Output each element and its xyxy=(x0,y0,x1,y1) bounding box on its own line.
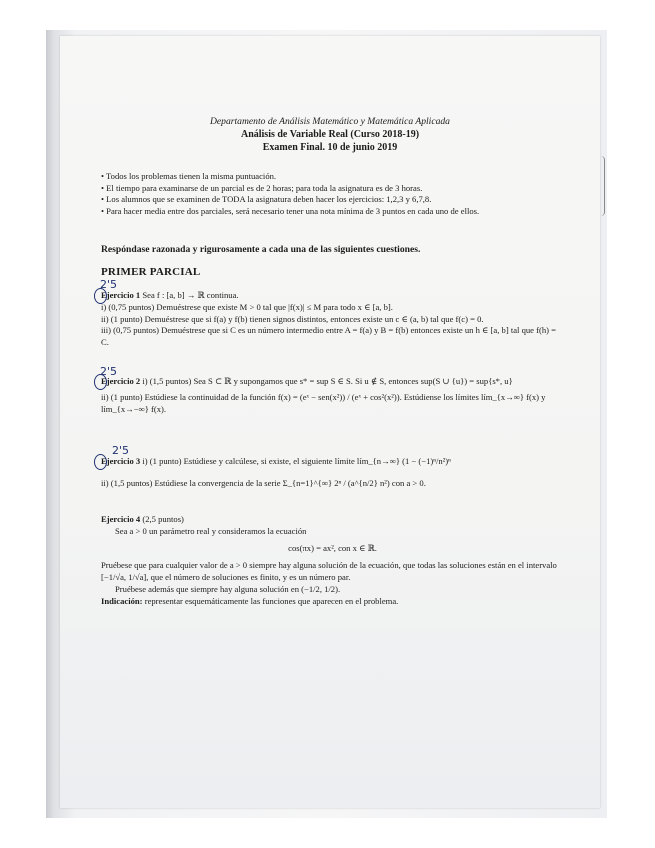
exam-sheet xyxy=(60,36,600,808)
paper-edge xyxy=(601,156,605,216)
exercise-2-ii: ii) (1 punto) Estúdiese la continuidad de la función f(x) = (eˣ − sen(x²)) / (eˣ + cos²(x²)). Estúdiense los límites lím_{x→∞} f(x) y lím_{x→−∞} f(x). xyxy=(101,391,546,414)
handwritten-circle-2 xyxy=(94,374,107,390)
handwritten-score-2: 2'5 xyxy=(100,365,118,378)
exercise-1-intro: Sea f : [a, b] → ℝ continua. xyxy=(142,290,239,300)
department-name: Departamento de Análisis Matemático y Matemática Aplicada xyxy=(210,116,450,127)
handwritten-circle-1 xyxy=(94,288,107,304)
rule-item: • Todos los problemas tienen la misma puntuación. xyxy=(101,171,564,183)
rules-list xyxy=(101,171,564,217)
exercise-3-title: Ejercicio 3 xyxy=(101,456,141,466)
exercise-4-intro: Sea a > 0 un parámetro real y consideramos la ecuación xyxy=(115,525,307,536)
exercise-2 xyxy=(101,376,564,415)
hint-text: representar esquemáticamente las funciones que aparecen en el problema. xyxy=(144,595,399,606)
rule-item: • Para hacer media entre dos parciales, será necesario tener una nota mínima de 3 puntos en cada uno de ellos. xyxy=(101,206,564,218)
handwritten-score-1: 2'5 xyxy=(100,278,118,291)
exercise-4-title: Ejercicio 4 xyxy=(101,514,141,524)
exercise-4-paragraph-2: Pruébese además que siempre hay alguna solución en (−1/2, 1/2). xyxy=(115,583,341,594)
exercise-2-title: Ejercicio 2 xyxy=(101,376,141,386)
hint-label: Indicación: xyxy=(101,595,143,606)
exercise-1-iii: iii) (0,75 puntos) Demuéstrese que si C es un número intermedio entre A = f(a) y B = f(b) entonces existe un h ∈ [a, b] tal que f(h) = C. xyxy=(101,325,557,348)
course-title: Análisis de Variable Real (Curso 2018-19) xyxy=(240,129,420,140)
exercise-1 xyxy=(101,290,564,349)
exam-title: Examen Final. 10 de junio 2019 xyxy=(262,142,398,153)
exercise-4 xyxy=(101,514,564,608)
handwritten-score-3: 2'5 xyxy=(112,444,130,457)
exercise-4-points: (2,5 puntos) xyxy=(142,514,184,524)
exercise-1-title: Ejercicio 1 xyxy=(101,290,141,300)
exercise-1-ii: ii) (1 punto) Demuéstrese que si f(a) y f(b) tienen signos distintos, entonces existe un c ∈ (a, b) tal que f(c) = 0. xyxy=(101,313,484,324)
exercise-3 xyxy=(101,456,564,490)
section-title: PRIMER PARCIAL xyxy=(101,266,201,278)
rule-item: • Los alumnos que se examinen de TODA la asignatura deben hacer los ejercicios: 1,2,3 y 6,7,8. xyxy=(101,194,564,206)
exercise-3-ii: ii) (1,5 puntos) Estúdiese la convergencia de la serie Σ_{n=1}^{∞} 2ⁿ / (a^{n/2} n²) con a > 0. xyxy=(101,477,426,488)
rule-item: • El tiempo para examinarse de un parcial es de 2 horas; para toda la asignatura es de 3 horas. xyxy=(101,183,564,195)
handwritten-circle-3 xyxy=(94,454,107,470)
exercise-4-equation: cos(πx) = ax², con x ∈ ℝ. xyxy=(288,542,377,553)
exercise-2-i: i) (1,5 puntos) Sea S ⊂ ℝ y supongamos que s* = sup S ∈ S. Si u ∉ S, entonces sup(S ∪ {u}) = sup{s*, u} xyxy=(142,376,513,386)
exercise-4-paragraph-1: Pruébese que para cualquier valor de a > 0 siempre hay alguna solución de la ecuación, que todas las soluciones están en el intervalo [−1/√a, 1/√a], que el número de soluciones es finito, y es un número par. xyxy=(101,560,557,583)
exercise-1-i: i) (0,75 puntos) Demuéstrese que existe M > 0 tal que |f(x)| ≤ M para todo x ∈ [a, b]. xyxy=(101,301,393,312)
exam-header xyxy=(60,116,600,154)
instruction: Respóndase razonada y rigurosamente a cada una de las siguientes cuestiones. xyxy=(101,244,421,255)
exercise-3-i: i) (1 punto) Estúdiese y calcúlese, si existe, el siguiente límite lím_{n→∞} (1 − (−1)ⁿ/n²)ⁿ xyxy=(142,456,451,466)
